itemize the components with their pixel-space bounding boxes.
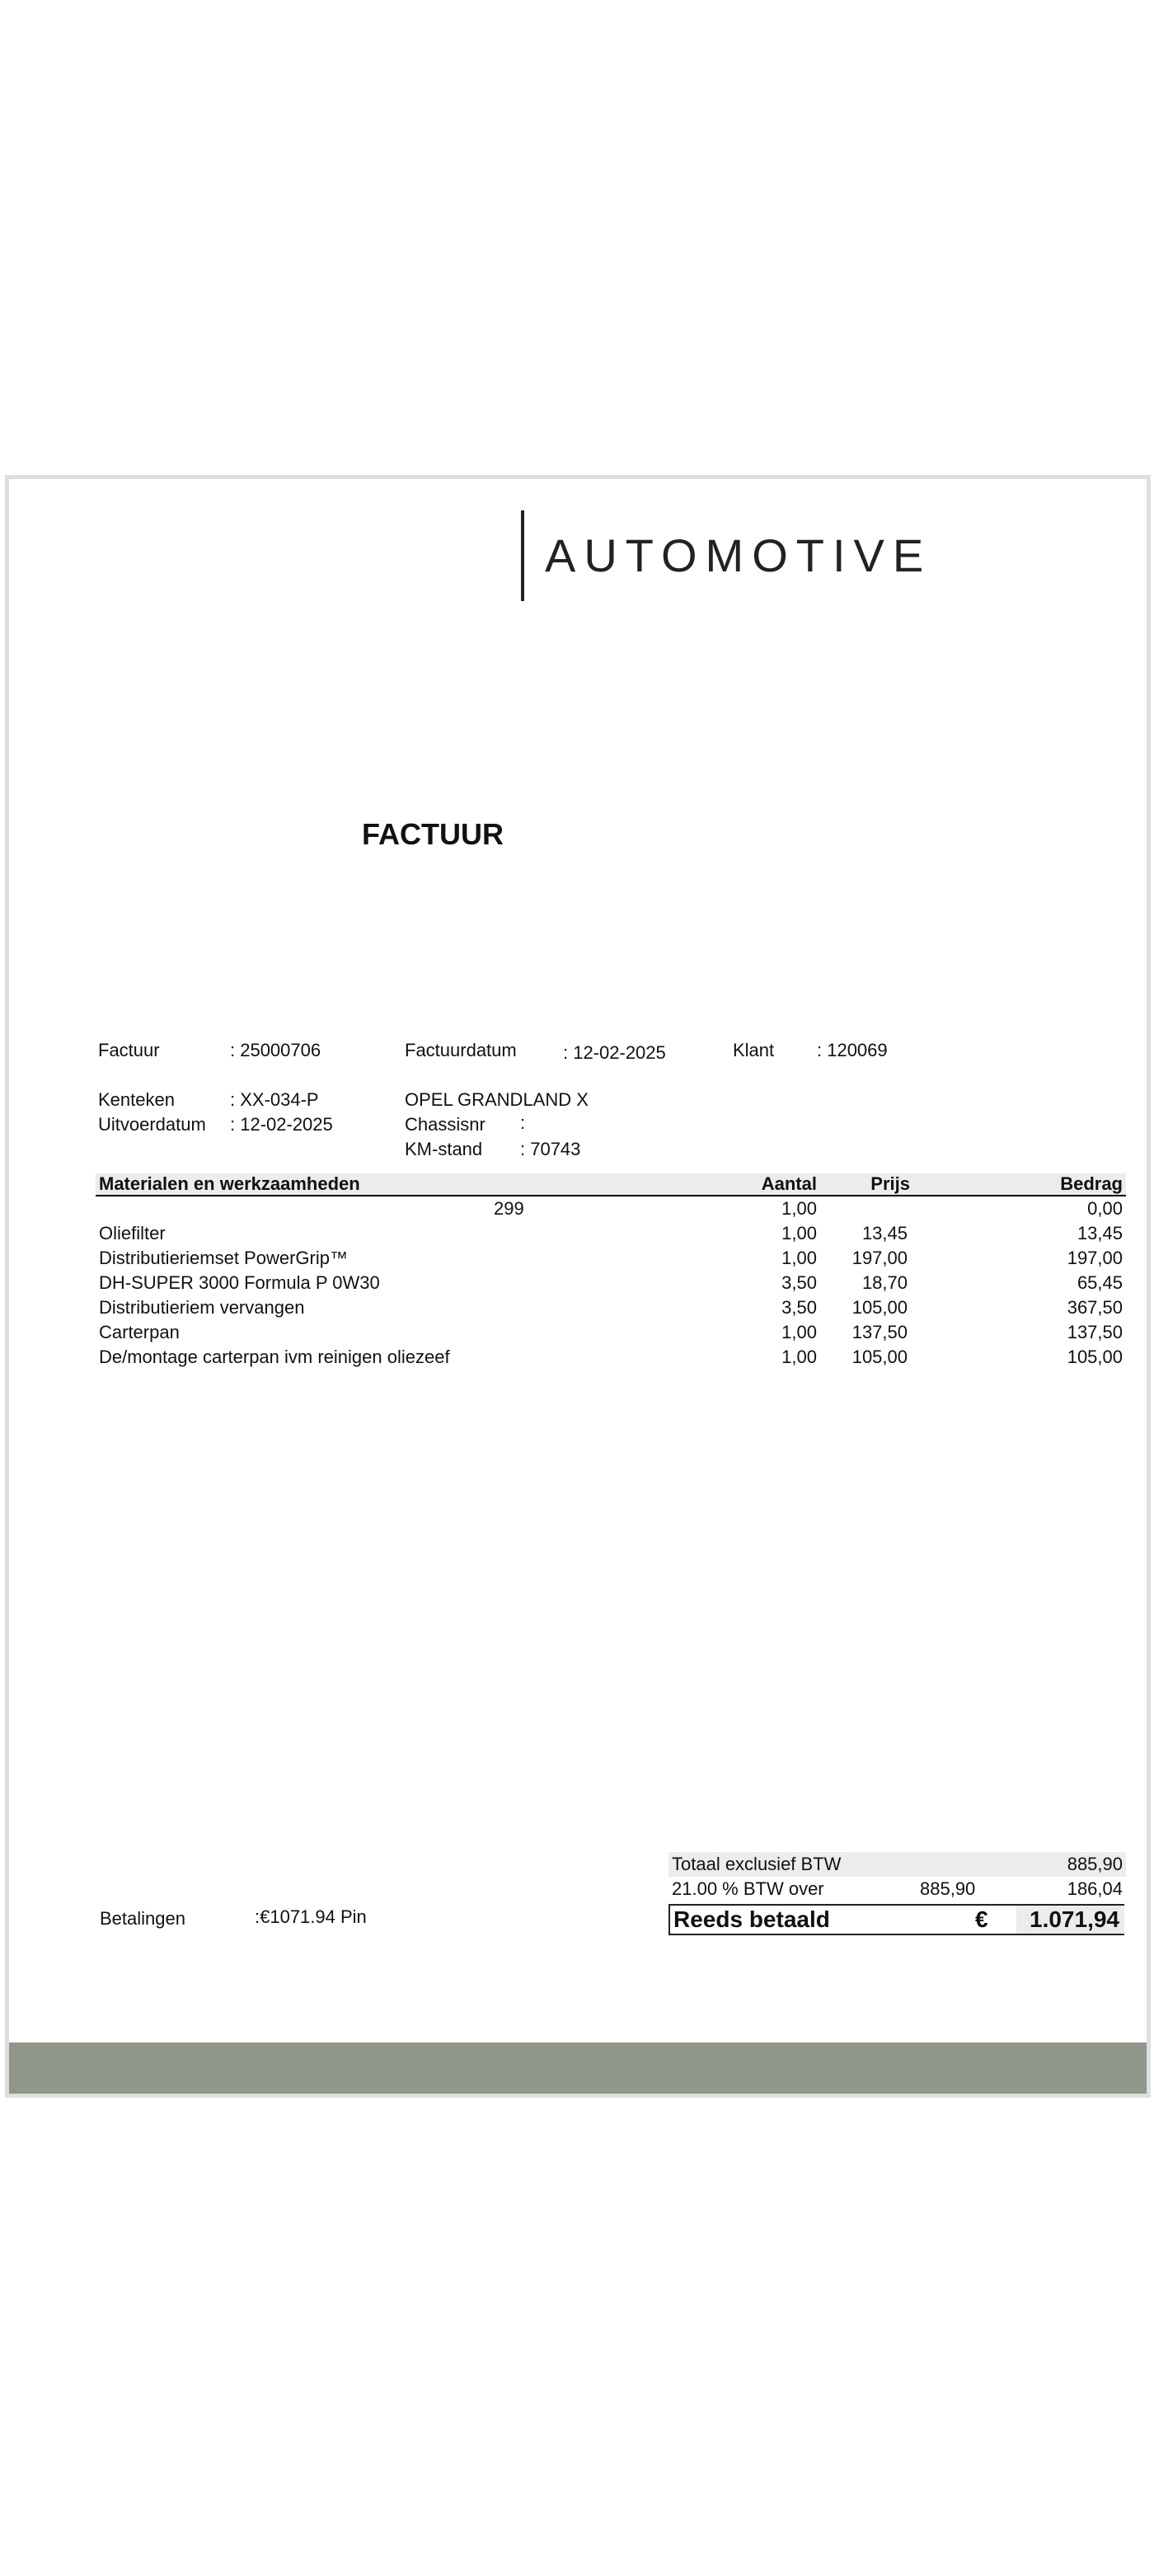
- row-price: 197,00: [851, 1248, 908, 1268]
- column-header-price: Prijs: [870, 1173, 910, 1194]
- table-row: [96, 1271, 1126, 1295]
- table-row: [96, 1246, 1126, 1271]
- row-amount: 197,00: [1067, 1248, 1123, 1268]
- table-row: [96, 1295, 1126, 1320]
- subtotal-label: Totaal exclusief BTW: [672, 1854, 842, 1874]
- license-plate-value: : XX-034-P: [230, 1089, 319, 1110]
- vat-label: 21.00 % BTW over: [672, 1878, 824, 1899]
- row-amount: 0,00: [1087, 1198, 1123, 1219]
- row-amount: 105,00: [1067, 1347, 1123, 1367]
- footer-band: [9, 2042, 1147, 2094]
- row-price: 105,00: [851, 1347, 908, 1367]
- column-header-description: Materialen en werkzaamheden: [99, 1173, 360, 1194]
- subtotal-value: 885,90: [1067, 1854, 1123, 1874]
- row-description: 299: [494, 1198, 524, 1219]
- execution-date-label: Uitvoerdatum: [98, 1114, 206, 1135]
- row-price: 13,45: [861, 1223, 908, 1243]
- mileage-label: KM-stand: [405, 1139, 483, 1159]
- total-paid-label: Reeds betaald: [673, 1906, 830, 1932]
- customer-label: Klant: [733, 1040, 775, 1060]
- row-quantity: 1,00: [781, 1248, 817, 1268]
- customer-value: : 120069: [817, 1040, 888, 1060]
- row-amount: 65,45: [1077, 1272, 1123, 1293]
- invoice-number-label: Factuur: [98, 1040, 160, 1060]
- vat-base: 885,90: [920, 1878, 976, 1899]
- row-amount: 137,50: [1067, 1322, 1123, 1342]
- chassis-value: :: [520, 1112, 526, 1133]
- vat-value: 186,04: [1067, 1878, 1123, 1899]
- table-row: [96, 1345, 1126, 1370]
- row-description: De/montage carterpan ivm reinigen oliezeef: [99, 1347, 450, 1367]
- company-logo: AUTOMOTIVE: [545, 529, 932, 581]
- invoice-number-value: : 25000706: [230, 1040, 321, 1060]
- invoice-page: [5, 475, 1151, 2098]
- row-price: 105,00: [851, 1297, 908, 1318]
- row-description: Distributieriem vervangen: [99, 1297, 305, 1318]
- row-quantity: 1,00: [781, 1198, 817, 1219]
- total-paid-value: 1.071,94: [1030, 1906, 1119, 1932]
- row-amount: 13,45: [1077, 1223, 1123, 1243]
- invoice-date-value: : 12-02-2025: [563, 1042, 666, 1063]
- row-price: 137,50: [851, 1322, 908, 1342]
- row-quantity: 3,50: [781, 1272, 817, 1293]
- row-quantity: 3,50: [781, 1297, 817, 1318]
- currency-symbol: €: [975, 1906, 988, 1932]
- column-header-quantity: Aantal: [761, 1173, 817, 1194]
- document-title: FACTUUR: [362, 817, 504, 851]
- table-header: [96, 1173, 1126, 1196]
- execution-date-value: : 12-02-2025: [230, 1114, 333, 1135]
- row-quantity: 1,00: [781, 1347, 817, 1367]
- column-header-amount: Bedrag: [1060, 1173, 1123, 1194]
- chassis-label: Chassisnr: [405, 1114, 486, 1135]
- table-row: [96, 1196, 1126, 1221]
- total-paid-row: [668, 1904, 1124, 1935]
- license-plate-label: Kenteken: [98, 1089, 175, 1110]
- row-description: Carterpan: [99, 1322, 180, 1342]
- mileage-value: : 70743: [520, 1139, 581, 1159]
- invoice-date-label: Factuurdatum: [405, 1040, 517, 1060]
- row-description: Oliefilter: [99, 1223, 166, 1243]
- subtotal-row: [668, 1852, 1126, 1877]
- table-row: [96, 1320, 1126, 1345]
- payments-label: Betalingen: [100, 1908, 185, 1929]
- vehicle-model: OPEL GRANDLAND X: [405, 1089, 589, 1110]
- table-row: [96, 1221, 1126, 1246]
- row-description: DH-SUPER 3000 Formula P 0W30: [99, 1272, 380, 1293]
- row-quantity: 1,00: [781, 1322, 817, 1342]
- row-quantity: 1,00: [781, 1223, 817, 1243]
- row-price: 18,70: [861, 1272, 908, 1293]
- payments-value: :€1071.94 Pin: [255, 1906, 367, 1927]
- vat-row: [668, 1877, 1126, 1901]
- logo-bar: [521, 510, 524, 601]
- row-description: Distributieriemset PowerGrip™: [99, 1248, 348, 1268]
- row-amount: 367,50: [1067, 1297, 1123, 1318]
